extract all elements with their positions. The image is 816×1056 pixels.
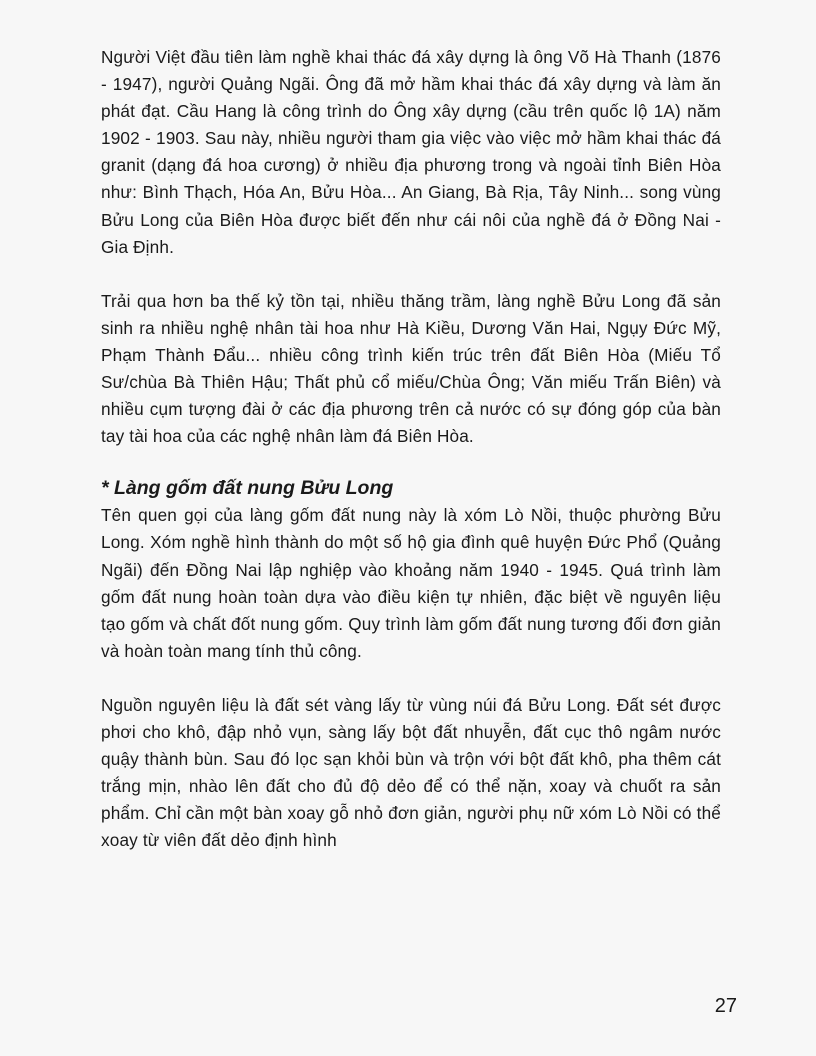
paragraph-buu-long-craft-village: Trải qua hơn ba thế kỷ tồn tại, nhiều thăng trầm, làng nghề Bửu Long đã sản sinh ra nhiều nghệ nhân tài hoa như Hà Kiều, Dương Văn Hai, Ngụy Đức Mỹ, Phạm Thành Đẩu... nhiều công trình kiến trúc trên đất Biên Hòa (Miếu Tổ Sư/chùa Bà Thiên Hậu; Thất phủ cổ miếu/Chùa Ông; Văn miếu Trấn Biên) và nhiều cụm tượng đài ở các địa phương trên cả nước có sự đóng góp của bàn tay tài hoa của các nghệ nhân làm đá Biên Hòa.	[101, 290, 721, 447]
paragraph-stone-quarrying-history: Người Việt đầu tiên làm nghề khai thác đá xây dựng là ông Võ Hà Thanh (1876 - 1947), người Quảng Ngãi. Ông đã mở hầm khai thác đá xây dựng và làm ăn phát đạt. Cầu Hang là công trình do Ông xây dựng (cầu trên quốc lộ 1A) năm 1902 - 1903. Sau này, nhiều người tham gia việc vào việc mở hầm khai thác đá granit (dạng đá hoa cương) ở nhiều địa phương trong và ngoài tỉnh Biên Hòa như: Bình Thạch, Hóa An, Bửu Hòa... An Giang, Bà Rịa, Tây Ninh... song vùng Bửu Long của Biên Hòa được biết đến như cái nôi của nghề đá ở Đồng Nai - Gia Định.	[101, 47, 721, 257]
paragraph-clay-preparation: Nguồn nguyên liệu là đất sét vàng lấy từ vùng núi đá Bửu Long. Đất sét được phơi cho khô, đập nhỏ vụn, sàng lấy bột đất nhuyễn, đất cục thô ngâm nước quậy thành bùn. Sau đó lọc sạn khỏi bùn và trộn với bột đất khô, pha thêm cát trắng mịn, nhào lên đất cho đủ độ dẻo để có thể nặn, xoay và chuốt ra sản phẩm. Chỉ cần một bàn xoay gỗ nhỏ đơn giản, người phụ nữ xóm Lò Nồi có thể xoay từ viên đất dẻo định hình	[101, 694, 721, 851]
page-body	[101, 44, 721, 854]
section-heading: * Làng gốm đất nung Bửu Long	[101, 477, 394, 500]
paragraph-pottery-village-origin: Tên quen gọi của làng gốm đất nung này là xóm Lò Nồi, thuộc phường Bửu Long. Xóm nghề hình thành do một số hộ gia đình quê huyện Đức Phổ (Quảng Ngãi) đến Đồng Nai lập nghiệp vào khoảng năm 1940 - 1945. Quá trình làm gốm đất nung hoàn toàn dựa vào điều kiện tự nhiên, đặc biệt về nguyên liệu tạo gốm và chất đốt nung gốm. Quy trình làm gốm đất nung tương đối đơn giản và hoàn toàn mang tính thủ công.	[101, 505, 721, 661]
page-number: 27	[714, 995, 737, 1017]
